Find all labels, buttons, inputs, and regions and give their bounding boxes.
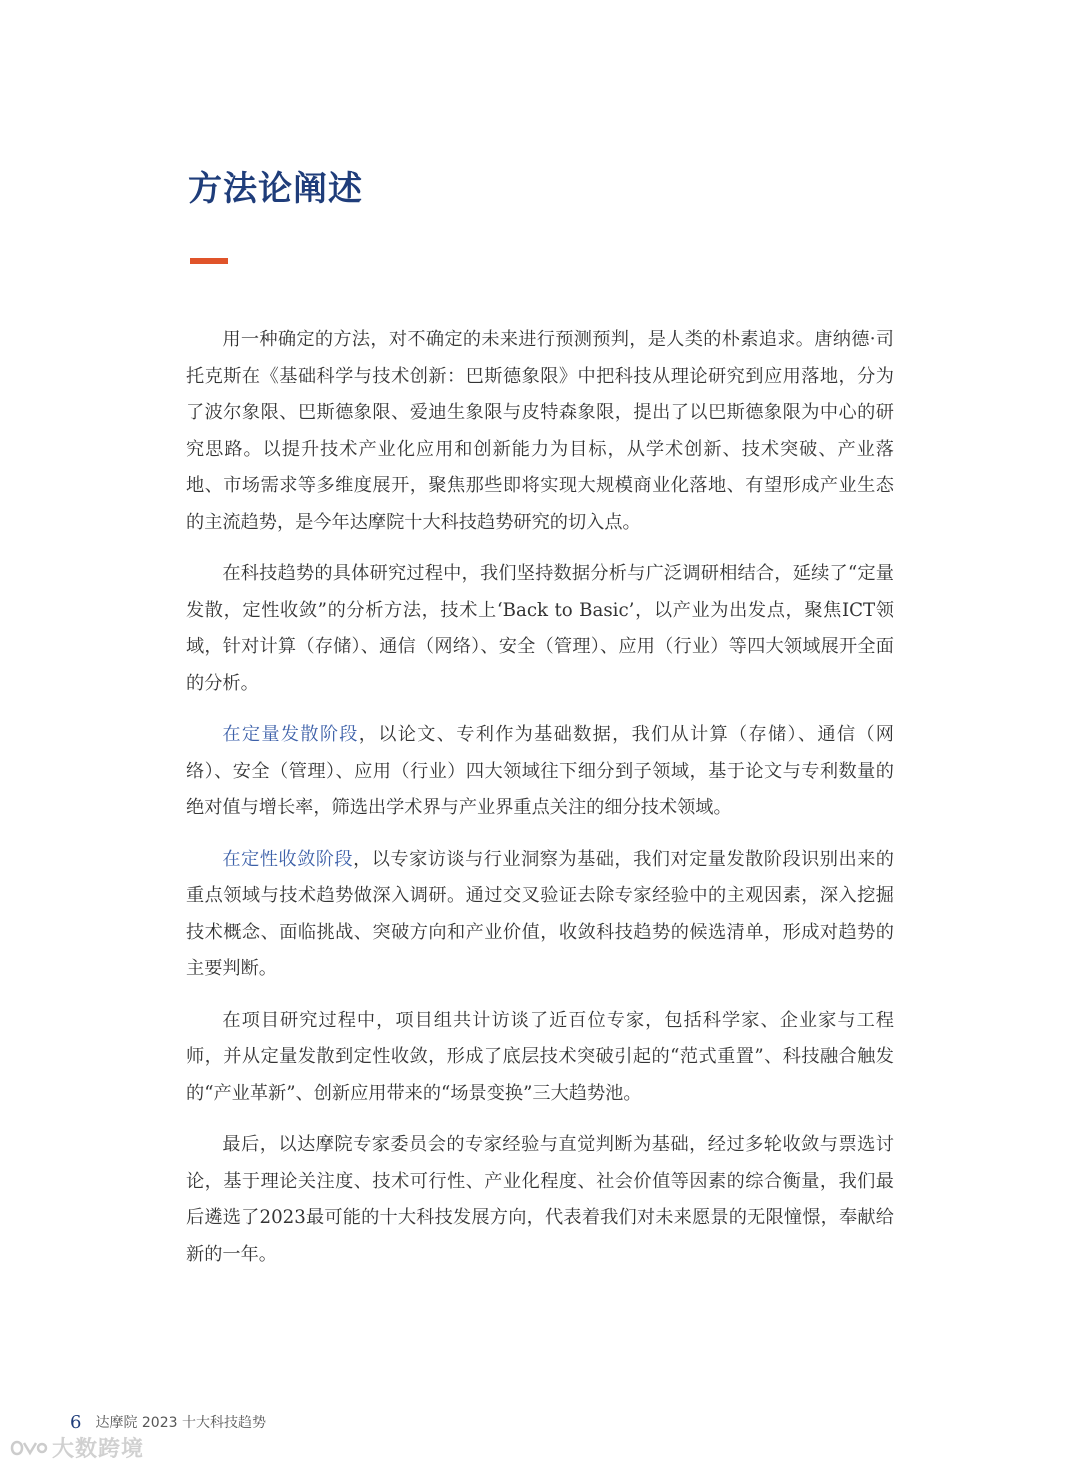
paragraph-text: 在项目研究过程中，项目组共计访谈了近百位专家，包括科学家、企业家与工程师，并从定量发散到定性收敛，形成了底层技术突破引起的“范式重置”、科技融合触发的“产业革新”、创新应用带来的“场景变换”三大趋势池。 bbox=[186, 1009, 894, 1104]
watermark-logo-icon bbox=[8, 1435, 48, 1461]
paragraph-conclusion bbox=[186, 1127, 894, 1273]
watermark-text: 大数跨境 bbox=[52, 1437, 145, 1462]
body-content bbox=[186, 322, 894, 1288]
paragraph-intro bbox=[186, 322, 894, 541]
paragraph-text: 用一种确定的方法，对不确定的未来进行预测预判，是人类的朴素追求。唐纳德·司托克斯在《基础科学与技术创新：巴斯德象限》中把科技从理论研究到应用落地，分为了波尔象限、巴斯德象限、爱迪生象限与皮特森象限，提出了以巴斯德象限为中心的研究思路。以提升技术产业化应用和创新能力为目标，从学术创新、技术突破、产业落地、市场需求等多维度展开，聚焦那些即将实现大规模商业化落地、有望形成产业生态的主流趋势，是今年达摩院十大科技趋势研究的切入点。 bbox=[186, 329, 894, 533]
watermark bbox=[8, 1432, 144, 1463]
paragraph-lead: 在定量发散阶段 bbox=[222, 724, 359, 745]
paragraph-lead: 在定性收敛阶段 bbox=[222, 848, 354, 870]
paragraph-text: ，以专家访谈与行业洞察为基础，我们对定量发散阶段识别出来的重点领域与技术趋势做深入调研。通过交叉验证去除专家经验中的主观因素，深入挖掘技术概念、面临挑战、突破方向和产业价值，收敛科技趋势的候选清单，形成对趋势的主要判断。 bbox=[186, 848, 894, 979]
page-title: 方法论阐述 bbox=[188, 169, 363, 209]
page-number: 6 bbox=[70, 1412, 82, 1433]
paragraph-quantitative-stage bbox=[186, 717, 894, 827]
paragraph-text: 最后，以达摩院专家委员会的专家经验与直觉判断为基础，经过多轮收敛与票选讨论，基于理论关注度、技术可行性、产业化程度、社会价值等因素的综合衡量，我们最后遴选了2023最可能的十大科技发展方向，代表着我们对未来愿景的无限憧憬，奉献给新的一年。 bbox=[186, 1134, 894, 1265]
title-accent-bar bbox=[190, 258, 228, 264]
paragraph-research-process bbox=[186, 556, 894, 702]
paragraph-expert-interviews bbox=[186, 1003, 894, 1113]
publication-title: 达摩院 2023 十大科技趋势 bbox=[95, 1415, 266, 1431]
paragraph-text: 在科技趋势的具体研究过程中，我们坚持数据分析与广泛调研相结合，延续了“定量发散，定性收敛”的分析方法，技术上‘Back to Basic’，以产业为出发点，聚焦ICT领域，针对计算（存储）、通信（网络）、安全（管理）、应用（行业）等四大领域展开全面的分析。 bbox=[186, 563, 894, 694]
paragraph-qualitative-stage bbox=[186, 842, 894, 988]
page-footer bbox=[70, 1412, 266, 1433]
paragraph-text: ，以论文、专利作为基础数据，我们从计算（存储）、通信（网络）、安全（管理）、应用（行业）四大领域往下细分到子领域，基于论文与专利数量的绝对值与增长率，筛选出学术界与产业界重点关注的细分技术领域。 bbox=[186, 724, 894, 818]
